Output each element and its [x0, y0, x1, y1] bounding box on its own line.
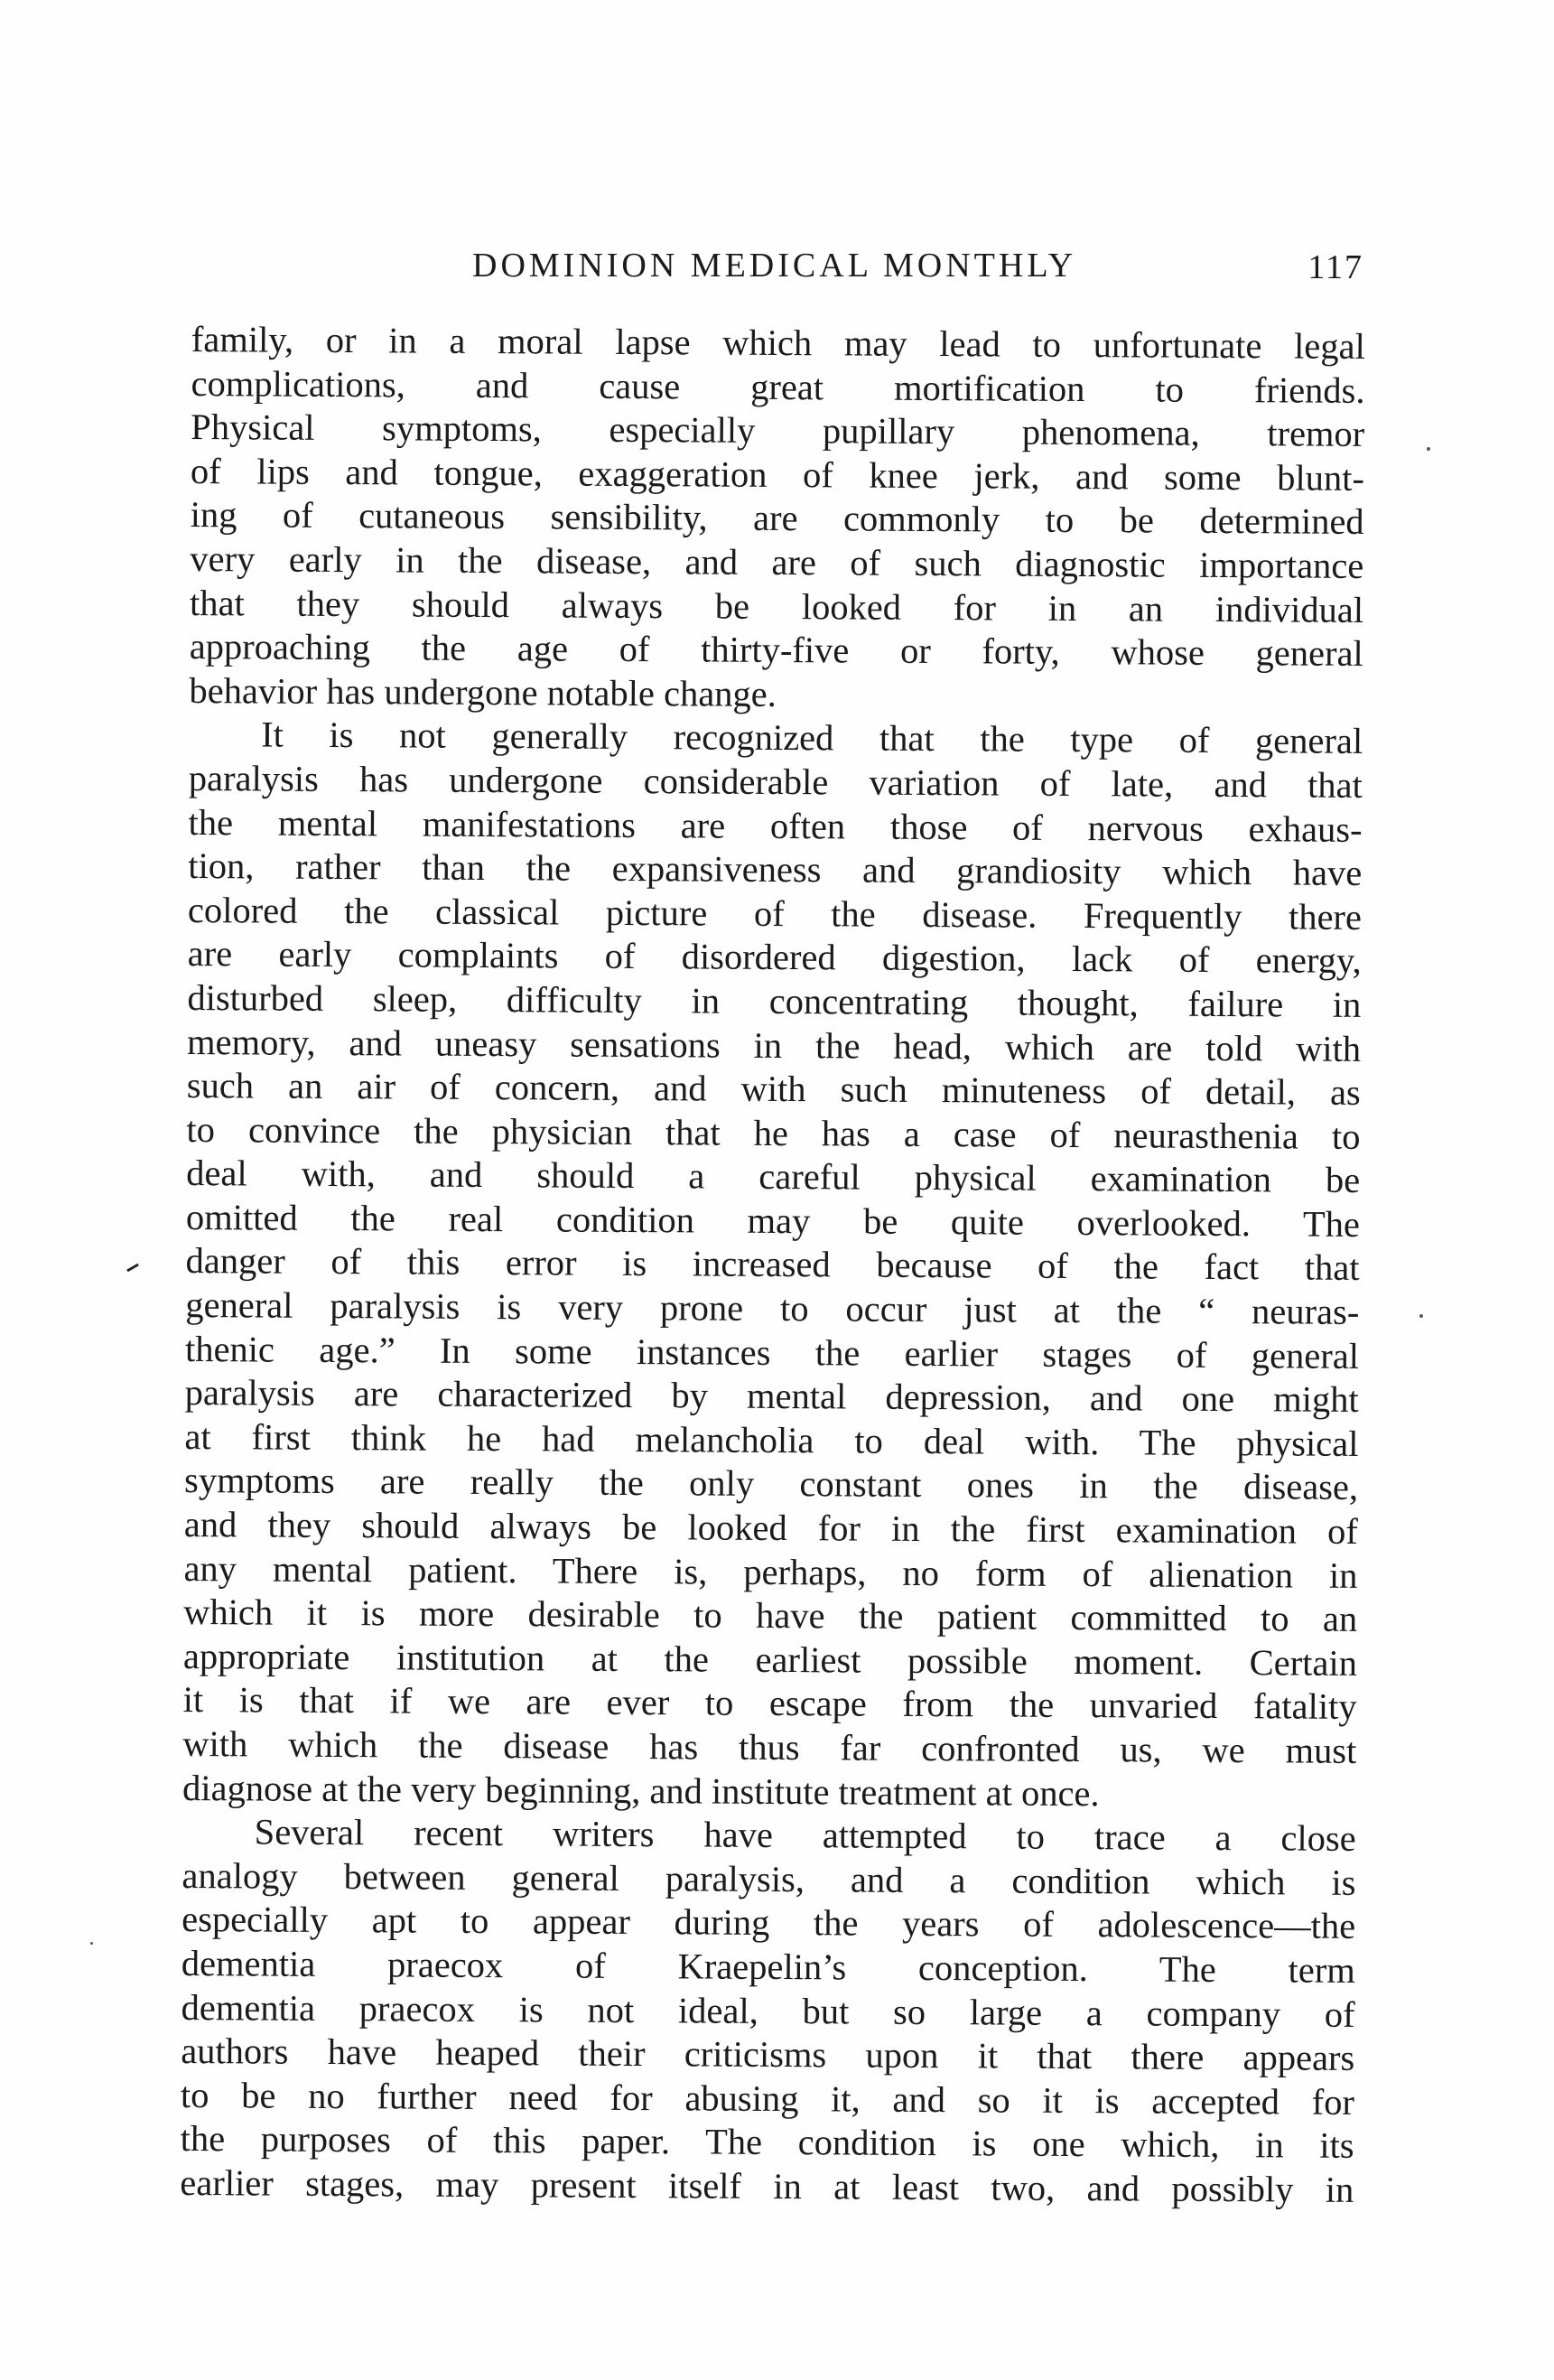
text-line: thenic age.” In some instances the earlier stages of general — [184, 1328, 1360, 1377]
text-line: the purposes of this paper. The condition is one which, in its — [180, 2118, 1354, 2167]
text-line: appropriate institution at the earliest possible moment. Certain — [182, 1635, 1358, 1684]
margin-pencil-mark — [126, 1264, 139, 1273]
text-line: dementia praecox of Kraepelin’s conception. The term — [181, 1942, 1355, 1991]
body-text — [180, 318, 1365, 2212]
text-line: tion, rather than the expansiveness and grandiosity which have — [188, 845, 1363, 894]
text-line: complications, and cause great mortification to friends. — [191, 362, 1365, 411]
text-line: danger of this error is increased because of the fact that — [185, 1240, 1360, 1289]
text-line: analogy between general paralysis, and a condition which is — [181, 1854, 1356, 1903]
journal-title: DOMINION MEDICAL MONTHLY — [472, 247, 1077, 285]
text-line: the mental manifestations are often those of nervous exhaus- — [188, 801, 1363, 850]
text-line: general paralysis is very prone to occur just at the “ neuras- — [185, 1284, 1360, 1332]
text-line: paralysis are characterized by mental depression, and one might — [184, 1372, 1359, 1421]
text-line: Physical symptoms, especially pupillary phenomena, tremor — [191, 406, 1365, 455]
text-line: It is not generally recognized that the type of general — [261, 714, 1363, 762]
text-line: dementia praecox is not ideal, but so large a company of — [181, 1986, 1355, 2035]
text-line: disturbed sleep, difficulty in concentrating thought, failure in — [187, 976, 1362, 1025]
text-line: to convince the physician that he has a case of neurasthenia to — [186, 1108, 1361, 1157]
text-line: at first think he had melancholia to deal with. The physical — [184, 1415, 1359, 1464]
text-line: ing of cutaneous sensibility, are commonly to be determined — [190, 494, 1364, 543]
page-number: 117 — [1307, 248, 1363, 286]
text-line: authors have heaped their criticisms upon it that there appears — [181, 2030, 1355, 2079]
running-head — [181, 246, 1363, 300]
text-line: with which the disease has thus far confronted us, we must — [182, 1722, 1357, 1771]
paper-speck — [1419, 1314, 1423, 1318]
text-line: approaching the age of thirty-five or forty, whose general — [189, 626, 1363, 675]
text-line: earlier stages, may present itself in at least two, and possibly in — [180, 2161, 1354, 2210]
text-line: deal with, and should a careful physical examination be — [186, 1153, 1361, 1201]
text-line: to be no further need for abusing it, and so it is accepted for — [180, 2074, 1355, 2123]
text-line: family, or in a moral lapse which may lead to unfortunate legal — [191, 318, 1365, 367]
text-line: omitted the real condition may be quite overlooked. The — [185, 1196, 1361, 1245]
text-line: that they should always be looked for in an individual — [189, 582, 1364, 630]
text-line: behavior has undergone notable change. — [189, 669, 777, 714]
text-line: diagnose at the very beginning, and institute treatment at once. — [181, 1767, 1100, 1814]
text-line: symptoms are really the only constant ones in the disease, — [184, 1460, 1359, 1508]
text-line: and they should always be looked for in the first examination of — [183, 1504, 1358, 1552]
text-line: colored the classical picture of the disease. Frequently there — [187, 889, 1363, 938]
text-line: such an air of concern, and with such minuteness of detail, as — [186, 1065, 1361, 1114]
text-line: very early in the disease, and are of such diagnostic importance — [190, 537, 1364, 586]
text-line: especially apt to appear during the years of adolescence—the — [181, 1899, 1356, 1947]
paper-speck — [1427, 447, 1430, 451]
paper-speck — [90, 1942, 93, 1945]
text-line: which it is more desirable to have the patient committed to an — [183, 1591, 1358, 1640]
text-line: any mental patient. There is, perhaps, no form of alienation in — [183, 1547, 1358, 1596]
text-line: Several recent writers have attempted to trace a close — [254, 1811, 1356, 1860]
text-line: paralysis has undergone considerable variation of late, and that — [188, 757, 1363, 806]
text-line: of lips and tongue, exaggeration of knee jerk, and some blunt- — [190, 450, 1365, 499]
text-line: it is that if we are ever to escape from the unvaried fatality — [182, 1679, 1357, 1728]
text-line: memory, and uneasy sensations in the head, which are told with — [186, 1021, 1362, 1069]
text-line: are early complaints of disordered digestion, lack of energy, — [187, 933, 1362, 982]
